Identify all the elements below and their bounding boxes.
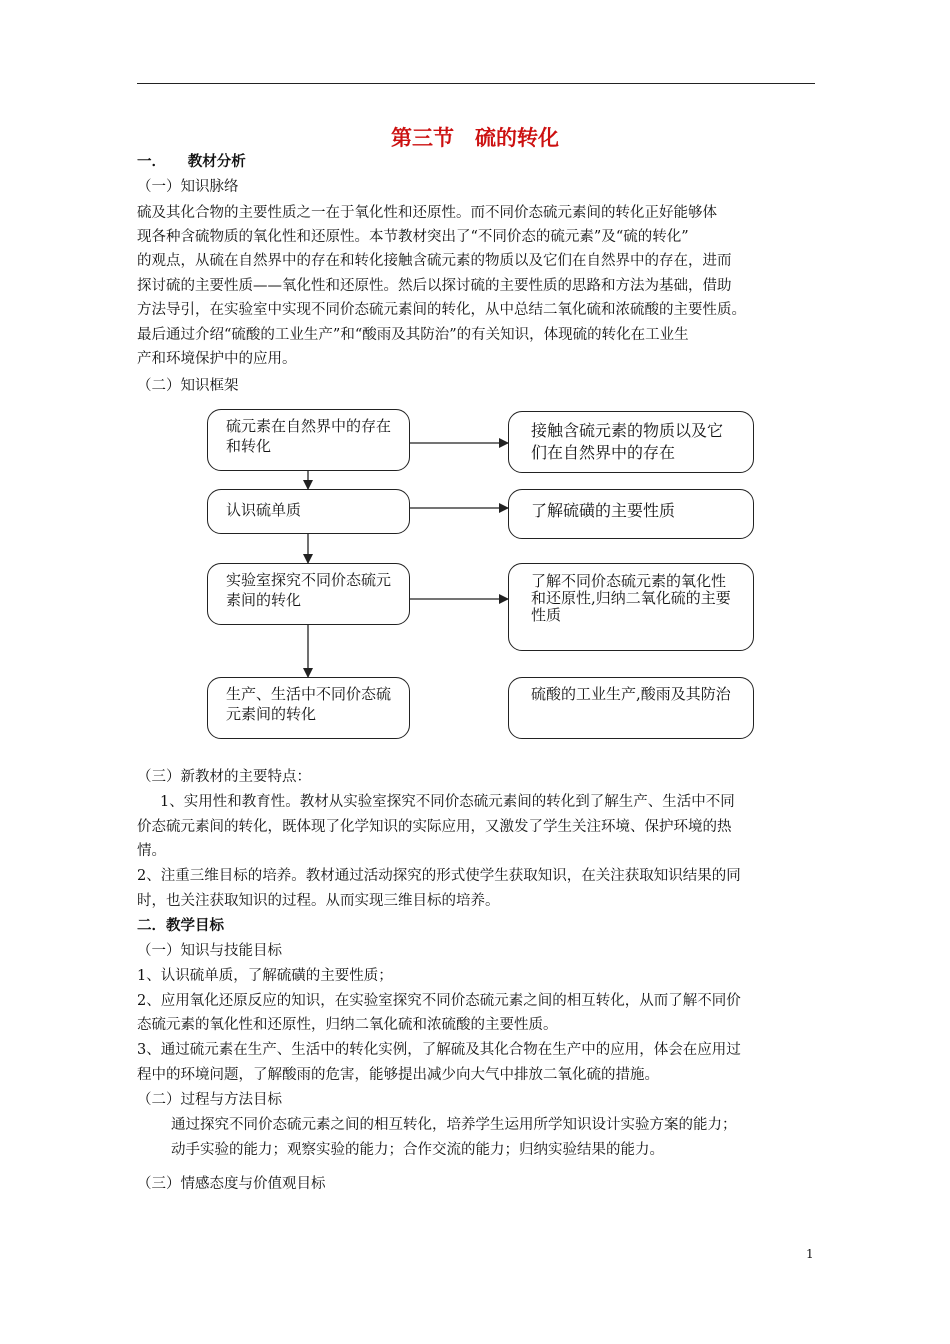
page-title: 第三节 硫的转化 [391,126,559,150]
paragraph-line: 产和环境保护中的应用。 [137,351,297,367]
paragraph-line: 现各种含硫物质的氧化性和还原性。本节教材突出了“不同价态的硫元素”及“硫的转化” [137,229,689,245]
box-sulfur-in-nature: 硫元素在自然界中的存在和转化 [207,409,410,471]
feature-1-line: 情。 [137,843,166,859]
box-contact-sulfur-substances: 接触含硫元素的物质以及它们在自然界中的存在 [508,411,754,473]
goal-line: 态硫元素的氧化性和还原性，归纳二氧化硫和浓硫酸的主要性质。 [137,1017,558,1033]
subsection-knowledge-skills: （一）知识与技能目标 [137,943,282,959]
box-lab-conversion: 实验室探究不同价态硫元素间的转化 [207,563,410,625]
box-sulfuric-acid-acid-rain: 硫酸的工业生产,酸雨及其防治 [508,677,754,739]
subsection-process-methods: （二）过程与方法目标 [137,1092,282,1108]
feature-2-line: 2、注重三维目标的培养。教材通过活动探究的形式使学生获取知识，在关注获取知识结果的同 [137,868,741,884]
feature-1-line: 1、实用性和教育性。教材从实验室探究不同价态硫元素间的转化到了解生产、生活中不同 [160,794,735,810]
goal-line: 2、应用氧化还原反应的知识，在实验室探究不同价态硫元素之间的相互转化，从而了解不同价 [137,993,741,1009]
goal-line: 程中的环境问题，了解酸雨的危害，能够提出减少向大气中排放二氧化硫的措施。 [137,1067,659,1083]
process-line: 动手实验的能力；观察实验的能力；合作交流的能力；归纳实验结果的能力。 [171,1142,664,1158]
paragraph-line: 的观点，从硫在自然界中的存在和转化接触含硫元素的物质以及它们在自然界中的存在，进而 [137,253,732,269]
subsection-emotion-values: （三）情感态度与价值观目标 [137,1176,326,1192]
paragraph-line: 最后通过介绍“硫酸的工业生产”和“酸雨及其防治”的有关知识，体现硫的转化在工业生 [137,327,689,343]
paragraph-line: 硫及其化合物的主要性质之一在于氧化性和还原性。而不同价态硫元素间的转化正好能够体 [137,205,717,221]
feature-1-line: 价态硫元素间的转化，既体现了化学知识的实际应用，又激发了学生关注环境、保护环境的热 [137,819,732,835]
goal-line: 3、通过硫元素在生产、生活中的转化实例，了解硫及其化合物在生产中的应用，体会在应用过 [137,1042,741,1058]
box-oxidation-reduction: 了解不同价态硫元素的氧化性和还原性,归纳二氧化硫的主要性质 [508,563,754,651]
feature-2-line: 时，也关注获取知识的过程。从而实现三维目标的培养。 [137,893,500,909]
process-line: 通过探究不同价态硫元素之间的相互转化，培养学生运用所学知识设计实验方案的能力； [171,1117,737,1133]
box-sulfur-properties: 了解硫磺的主要性质 [508,489,754,539]
paragraph-line: 探讨硫的主要性质——氧化性和还原性。然后以探讨硫的主要性质的思路和方法为基础，借助 [137,278,732,294]
subsection-knowledge-thread: （一）知识脉络 [137,179,239,195]
section-1-heading: 一． 教材分析 [137,154,246,170]
box-know-sulfur: 认识硫单质 [207,489,410,534]
paragraph-line: 方法导引，在实验室中实现不同价态硫元素间的转化，从中总结二氧化硫和浓硫酸的主要性质。 [137,302,746,318]
box-production-conversion: 生产、生活中不同价态硫元素间的转化 [207,677,410,739]
section-2-heading: 二．教学目标 [137,918,224,934]
subsection-knowledge-framework: （二）知识框架 [137,378,239,394]
page-number: 1 [806,1247,814,1261]
subsection-features: （三）新教材的主要特点： [137,769,311,785]
goal-line: 1、认识硫单质，了解硫磺的主要性质； [137,968,393,984]
